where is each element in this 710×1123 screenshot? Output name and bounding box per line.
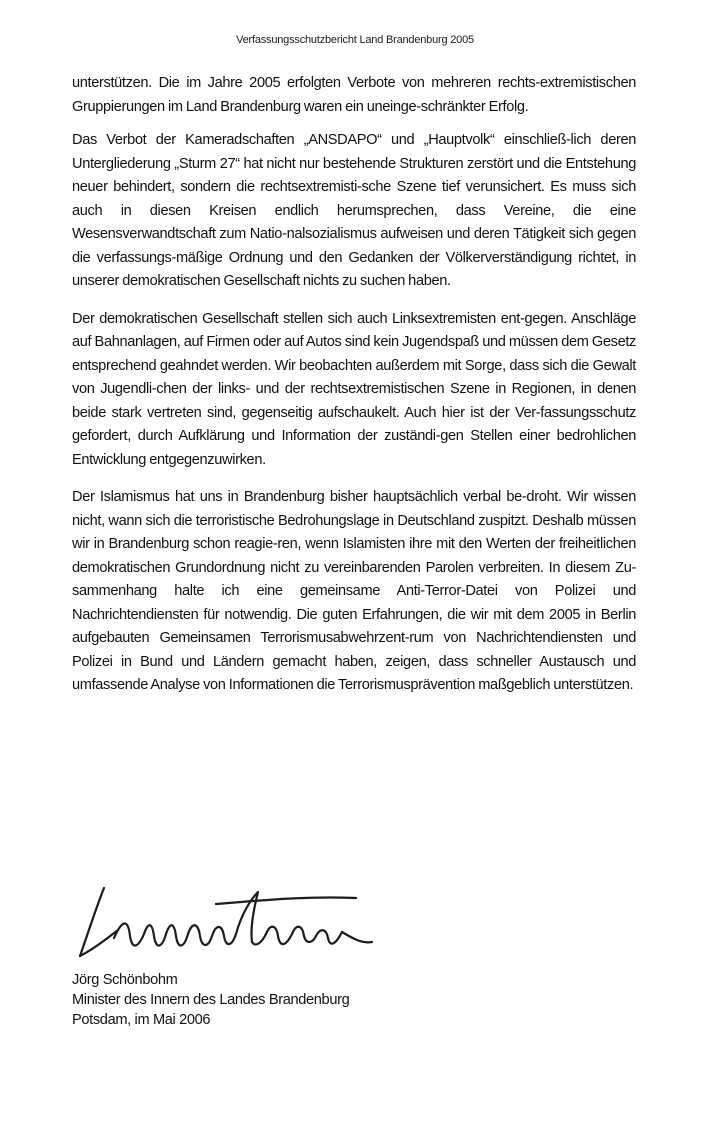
signatory-position: Minister des Innern des Landes Brandenburg xyxy=(72,992,350,1008)
paragraph: Der Islamismus hat uns in Brandenburg bisher hauptsächlich verbal be-droht. Wir wissen nicht, wann sich die terroristische Bedrohungslage in Deutschland zuspitzt. Deshalb müssen wir in Brandenburg schon reagie-ren, wenn Islamisten ihre mit den Werten der freiheitlichen demokratischen Grundordnung nicht zu vereinbarenden Parolen verbreiten. In diesem Zu-sammenhang halte ich eine gemeinsame Anti-Terror-Datei von Polizei und Nachrichtendiensten für notwendig. Die guten Erfahrungen, die wir mit dem 2005 in Berlin aufgebauten Gemeinsamen Terrorismusabwehrzent-rum von Nachrichtendiensten und Polizei in Bund und Ländern gemacht haben, zeigen, dass schneller Austausch und umfassende Analyse von Informationen die Terrorismusprävention maßgeblich unterstützen. xyxy=(72,489,636,693)
paragraph: Das Verbot der Kameradschaften „ANSDAPO“ und „Hauptvolk“ einschließ-lich deren Untergliederung „Sturm 27“ hat nicht nur bestehende Strukturen zerstört und die Entstehung neuer behindert, sondern die rechtsextremisti-sche Szene tief verunsichert. Es muss sich auch in diesen Kreisen endlich herumsprechen, dass Vereine, die eine Wesensverwandtschaft zum Natio-nalsozialismus aufweisen und deren Tätigkeit sich gegen die verfassungs-mäßige Ordnung und den Gedanken der Völkerverständigung richtet, in unserer demokratischen Gesellschaft nichts zu suchen haben. xyxy=(72,132,636,289)
page-header: Verfassungsschutzbericht Land Brandenburg 2005 xyxy=(236,34,474,46)
place-date: Potsdam, im Mai 2006 xyxy=(72,1012,211,1028)
document-body xyxy=(72,72,636,712)
paragraph: Der demokratischen Gesellschaft stellen sich auch Linksextremisten ent-gegen. Anschläge auf Bahnanlagen, auf Firmen oder auf Autos sind kein Jugendspaß und müssen dem Gesetz entsprechend geahndet werden. Wir beobachten außerdem mit Sorge, dass sich die Gewalt von Jugendli-chen der links- und der rechtsextremistischen Szene in Regionen, in denen beide stark vertreten sind, gegenseitig aufschaukelt. Auch hier ist der Ver-fassungsschutz gefordert, durch Aufklärung und Information der zuständi-gen Stellen einer bedrohlichen Entwicklung entgegenzuwirken. xyxy=(72,310,636,468)
paragraph: unterstützen. Die im Jahre 2005 erfolgten Verbote von mehreren rechts-extremistischen Gruppierungen im Land Brandenburg waren ein uneinge-schränkter Erfolg. xyxy=(72,75,636,115)
signatory-name: Jörg Schönbohm xyxy=(72,972,178,988)
handwritten-signature xyxy=(66,878,426,968)
signature-block xyxy=(72,970,572,1030)
